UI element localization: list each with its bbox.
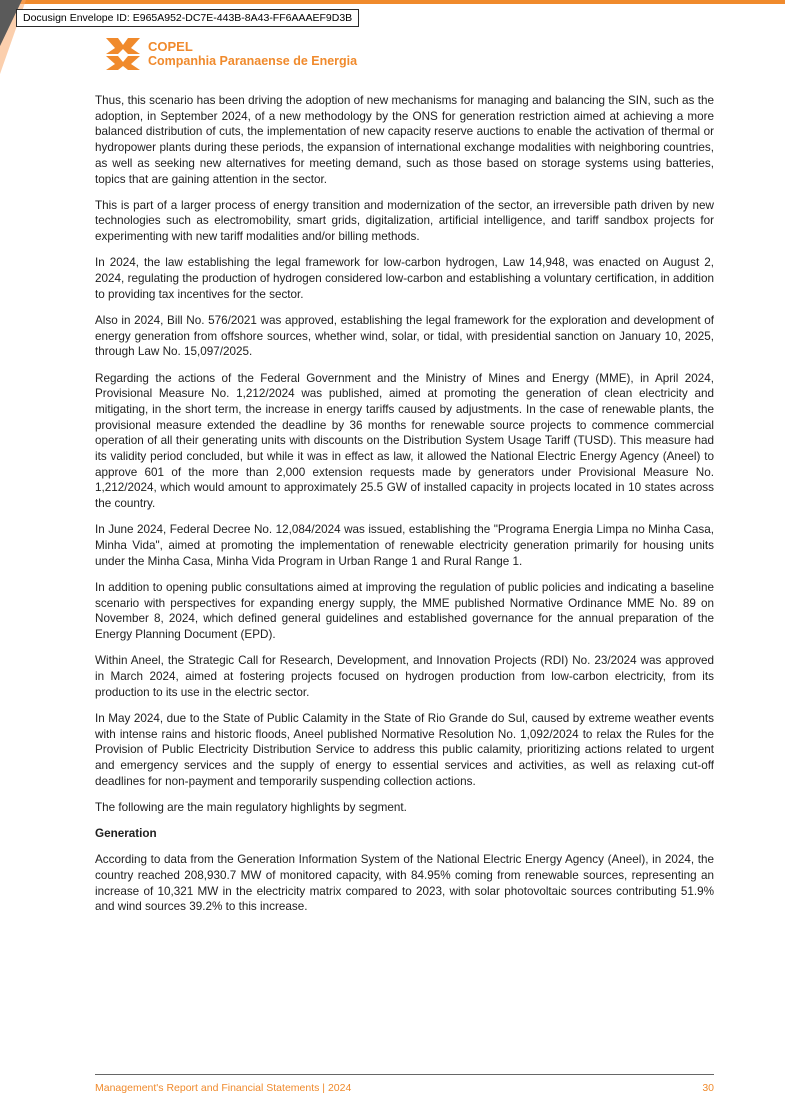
section-heading: Generation xyxy=(95,827,157,841)
footer-divider xyxy=(95,1074,714,1075)
copel-logo-icon xyxy=(104,36,142,72)
page-number: 30 xyxy=(702,1082,714,1094)
paragraph: In addition to opening public consultations aimed at improving the regulation of public policies and indicating a baseline scenario with perspectives for expanding energy supply, the MME published Normative Ordinance MME No. 89 on November 8, 2024, which defined general guidelines and established governance for the annual preparation of the Energy Planning Document (EPD). xyxy=(95,580,714,642)
paragraph: In June 2024, Federal Decree No. 12,084/2024 was issued, establishing the "Programa Energia Limpa no Minha Casa, Minha Vida", aimed at promoting the implementation of renewable electricity generation primarily for housing units under the Minha Casa, Minha Vida Program in Urban Range 1 and Rural Range 1. xyxy=(95,523,714,568)
top-accent-bar xyxy=(0,0,785,4)
section-paragraph: According to data from the Generation Information System of the National Electric Energy Agency (Aneel), in 2024, the country reached 208,930.7 MW of monitored capacity, with 84.95% coming from renewable sources, representing an increase of 10,321 MW in the electricity matrix compared to 2023, with solar photovoltaic sources contributing 51.9% and wind sources 39.2% to this increase. xyxy=(95,853,714,914)
paragraph: The following are the main regulatory highlights by segment. xyxy=(95,800,407,814)
document-body xyxy=(95,93,714,926)
paragraph: This is part of a larger process of energy transition and modernization of the sector, an irreversible path driven by new technologies such as electromobility, smart grids, digitalization, artificial intelligence, and tariff sandbox projects for experimenting with new tariff modalities and/or billing methods. xyxy=(95,198,714,244)
docusign-envelope-id: Docusign Envelope ID: E965A952-DC7E-443B-8A43-FF6AAAEF9D3B xyxy=(16,9,359,27)
paragraph: Thus, this scenario has been driving the adoption of new mechanisms for managing and balancing the SIN, such as the adoption, in September 2024, of a new methodology by the ONS for generation restriction aimed at achieving a more balanced distribution of cuts, the implementation of new capacity reserve auctions to enable the activation of thermal or hydropower plants during these periods, the expansion of international exchange modalities with neighboring countries, as well as seeking new alternatives for meeting demand, such as those based on storage systems using batteries, topics that are gaining attention in the sector. xyxy=(95,94,714,186)
paragraph: Within Aneel, the Strategic Call for Research, Development, and Innovation Projects (RDI) No. 23/2024 was approved in March 2024, aimed at fostering projects focused on hydrogen production from low-carbon electricity, from its production to its use in the electric sector. xyxy=(95,654,714,699)
footer-title: Management's Report and Financial Statements | 2024 xyxy=(95,1082,352,1094)
logo-name: COPEL xyxy=(148,39,193,54)
company-logo xyxy=(104,36,357,72)
paragraph: Regarding the actions of the Federal Government and the Ministry of Mines and Energy (MME), in April 2024, Provisional Measure No. 1,212/2024 was published, aimed at promoting the generation of clean electricity and mitigating, in the short term, the increase in energy tariffs caused by adjustments. In the case of renewable plants, the provisional measure extended the deadline by 36 months for renewable source projects to commence commercial operation of all their generating units with discounts on the Distribution System Usage Tariff (TUSD). This measure had its validity period concluded, but while it was in effect as law, it allowed the National Electric Energy Agency (Aneel) to approve 601 of the more than 2,000 extension requests made by generators under Provisional Measure No. 1,212/2024, which would amount to approximately 25.5 GW of installed capacity in projects located in 10 states across the country. xyxy=(95,371,714,511)
logo-full-name: Companhia Paranaense de Energia xyxy=(148,54,358,68)
paragraph: Also in 2024, Bill No. 576/2021 was approved, establishing the legal framework for the exploration and development of energy generation from offshore sources, whether wind, solar, or tidal, with presidential sanction on January 10, 2025, through Law No. 15,097/2025. xyxy=(95,313,714,359)
paragraph: In 2024, the law establishing the legal framework for low-carbon hydrogen, Law 14,948, was enacted on August 2, 2024, regulating the production of hydrogen considered low-carbon and establishing a voluntary certification, in addition to providing tax incentives for the sector. xyxy=(95,256,714,301)
paragraph: In May 2024, due to the State of Public Calamity in the State of Rio Grande do Sul, caused by extreme weather events with intense rains and historic floods, Aneel published Normative Resolution No. 1,092/2024 to relax the Rules for the Provision of Public Electricity Distribution Service to address this public calamity, prioritizing actions related to urgent and emergency services and the supply of energy to essential services and activities, as well as relaxing cut-off deadlines for non-payment and temporarily suspending collection actions. xyxy=(95,711,714,788)
